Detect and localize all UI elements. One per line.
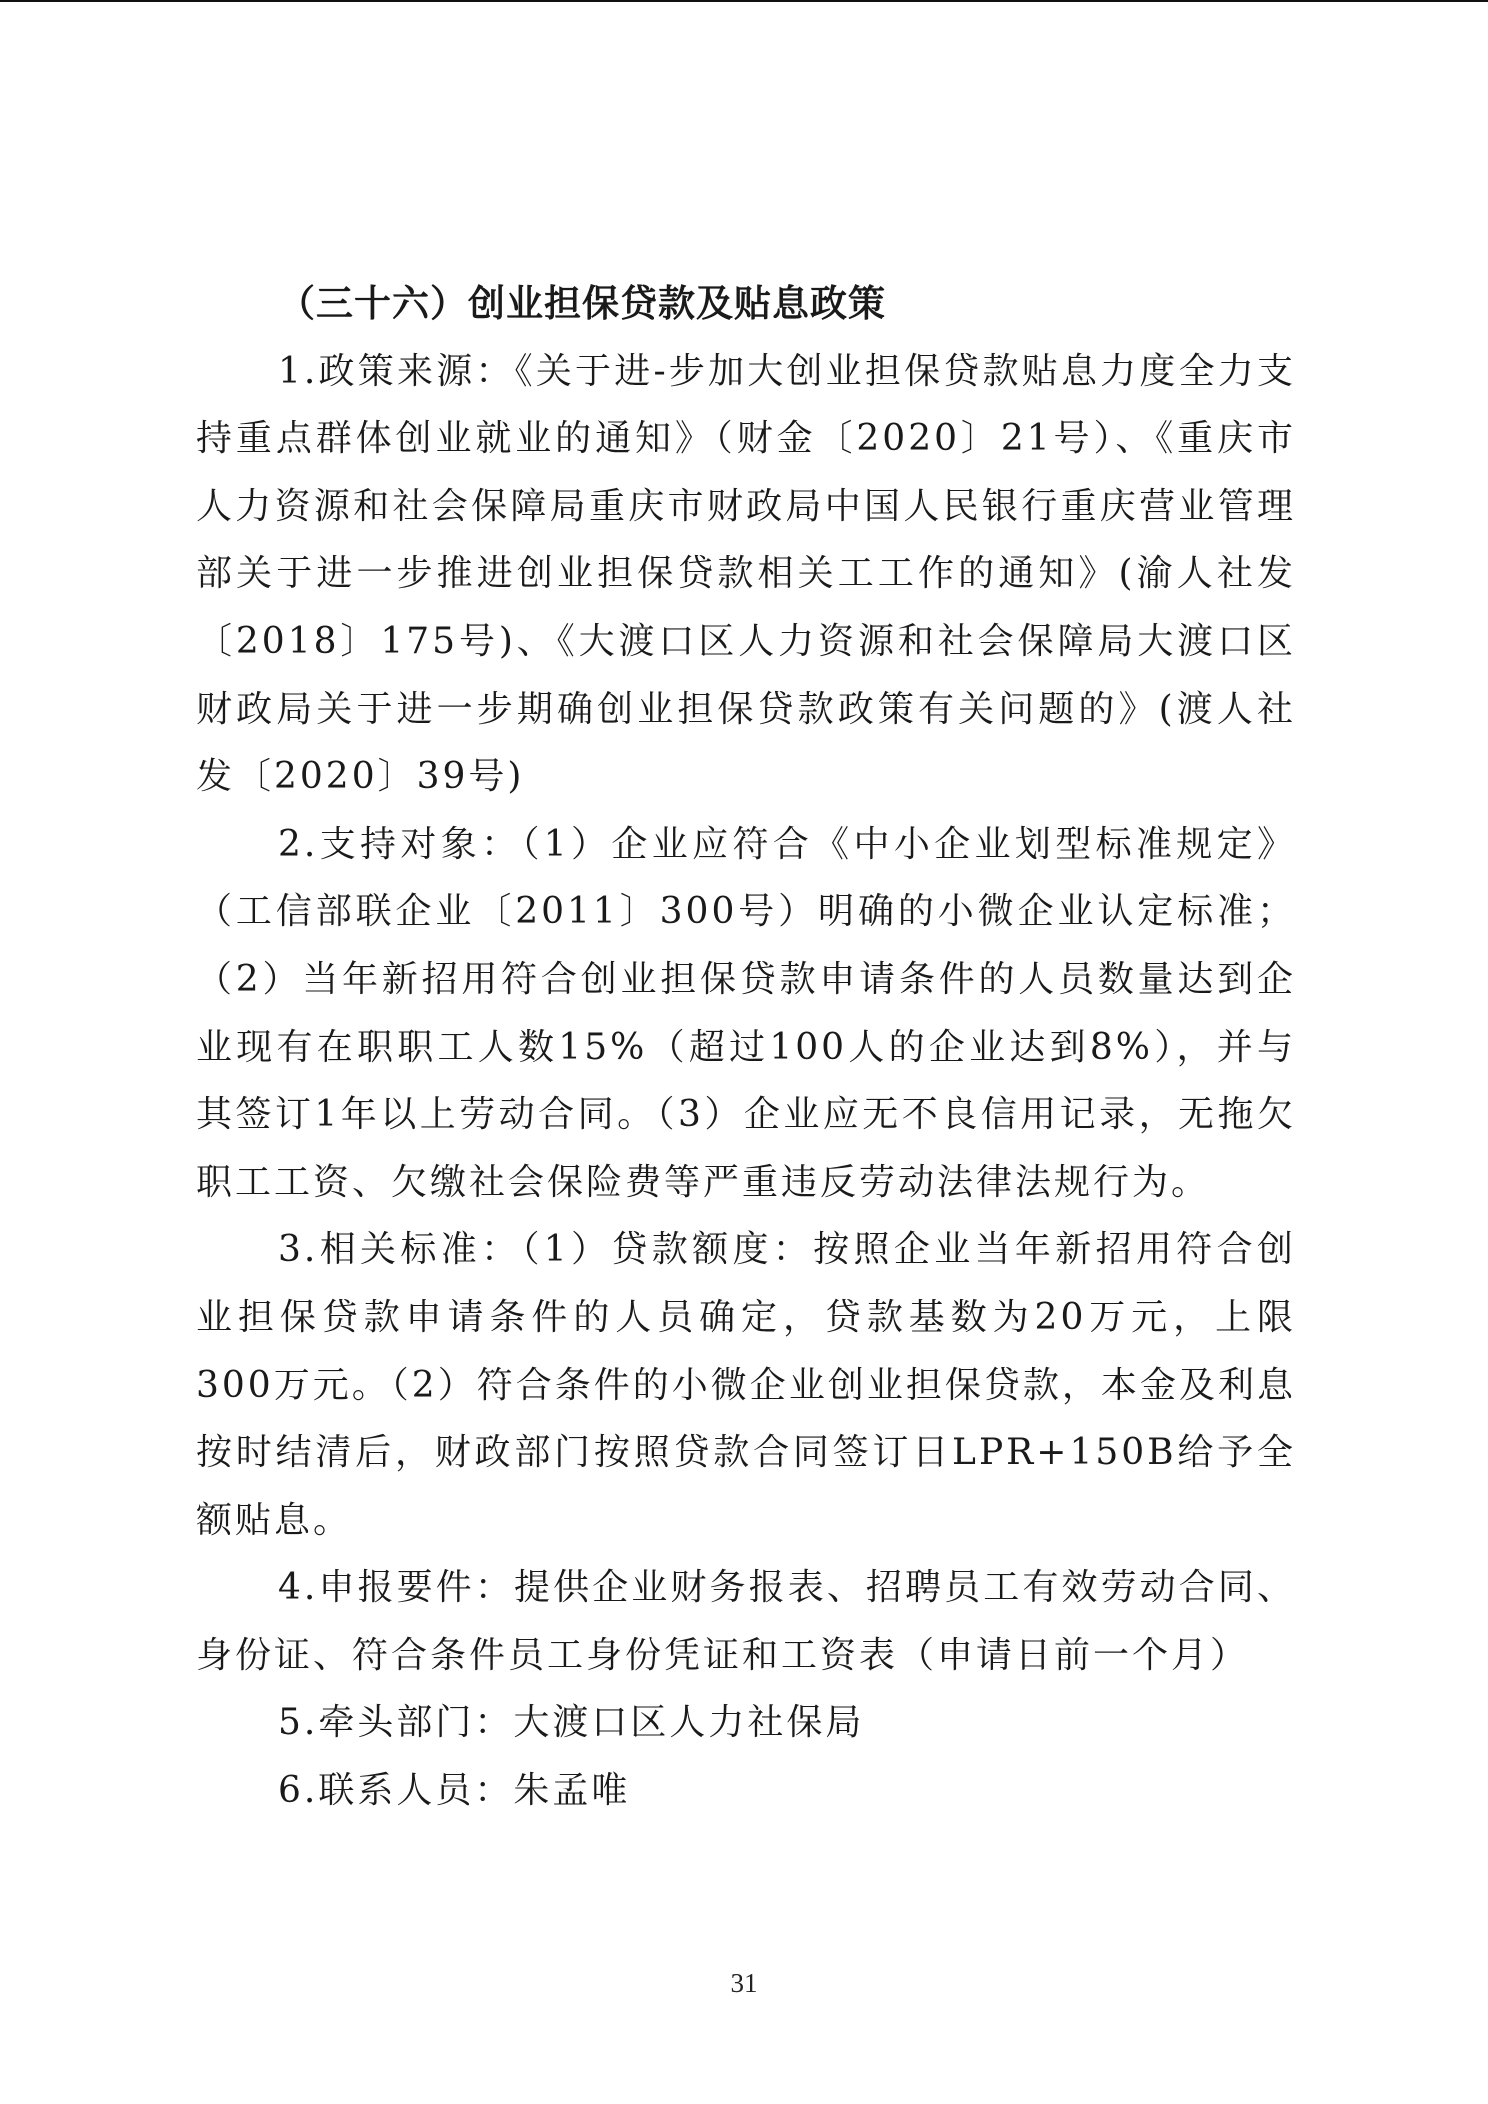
- paragraph-support-targets: 2.支持对象：（1）企业应符合《中小企业划型标准规定》（工信部联企业〔2011〕300号）明确的小微企业认定标准；（2）当年新招用符合创业担保贷款申请条件的人员数量达到企业现有在职职工人数15%（超过100人的企业达到8%），并与其签订1年以上劳动合同。（3）企业应无不良信用记录，无拖欠职工工资、欠缴社会保险费等严重违反劳动法律法规行为。: [196, 823, 1296, 1203]
- page-content: [196, 270, 1296, 1825]
- paragraph-policy-source: 1.政策来源：《关于进-步加大创业担保贷款贴息力度全力支持重点群体创业就业的通知》（财金〔2020〕21号）、《重庆市人力资源和社会保障局重庆市财政局中国人民银行重庆营业管理部关于进一步推进创业担保贷款相关工工作的通知》(渝人社发〔2018〕175号)、《大渡口区人力资源和社会保障局大渡口区财政局关于进一步期确创业担保贷款政策有关问题的》(渡人社发〔2020〕39号): [196, 350, 1296, 798]
- paragraph-lead-department: 5.牵头部门：大渡口区人力社保局: [278, 1702, 865, 1744]
- paragraph-application-materials: 4.申报要件：提供企业财务报表、招聘员工有效劳动合同、身份证、符合条件员工身份凭证和工资表（申请日前一个月）: [196, 1567, 1296, 1676]
- paragraph-contact-person: 6.联系人员：朱孟唯: [278, 1770, 631, 1812]
- page-number: 31: [730, 1968, 758, 1998]
- paragraph-standards: 3.相关标准：（1）贷款额度：按照企业当年新招用符合创业担保贷款申请条件的人员确定，贷款基数为20万元，上限300万元。（2）符合条件的小微企业创业担保贷款，本金及利息按时结清后，财政部门按照贷款合同签订日LPR+150B给予全额贴息。: [196, 1229, 1296, 1541]
- section-heading: （三十六）创业担保贷款及贴息政策: [278, 282, 886, 325]
